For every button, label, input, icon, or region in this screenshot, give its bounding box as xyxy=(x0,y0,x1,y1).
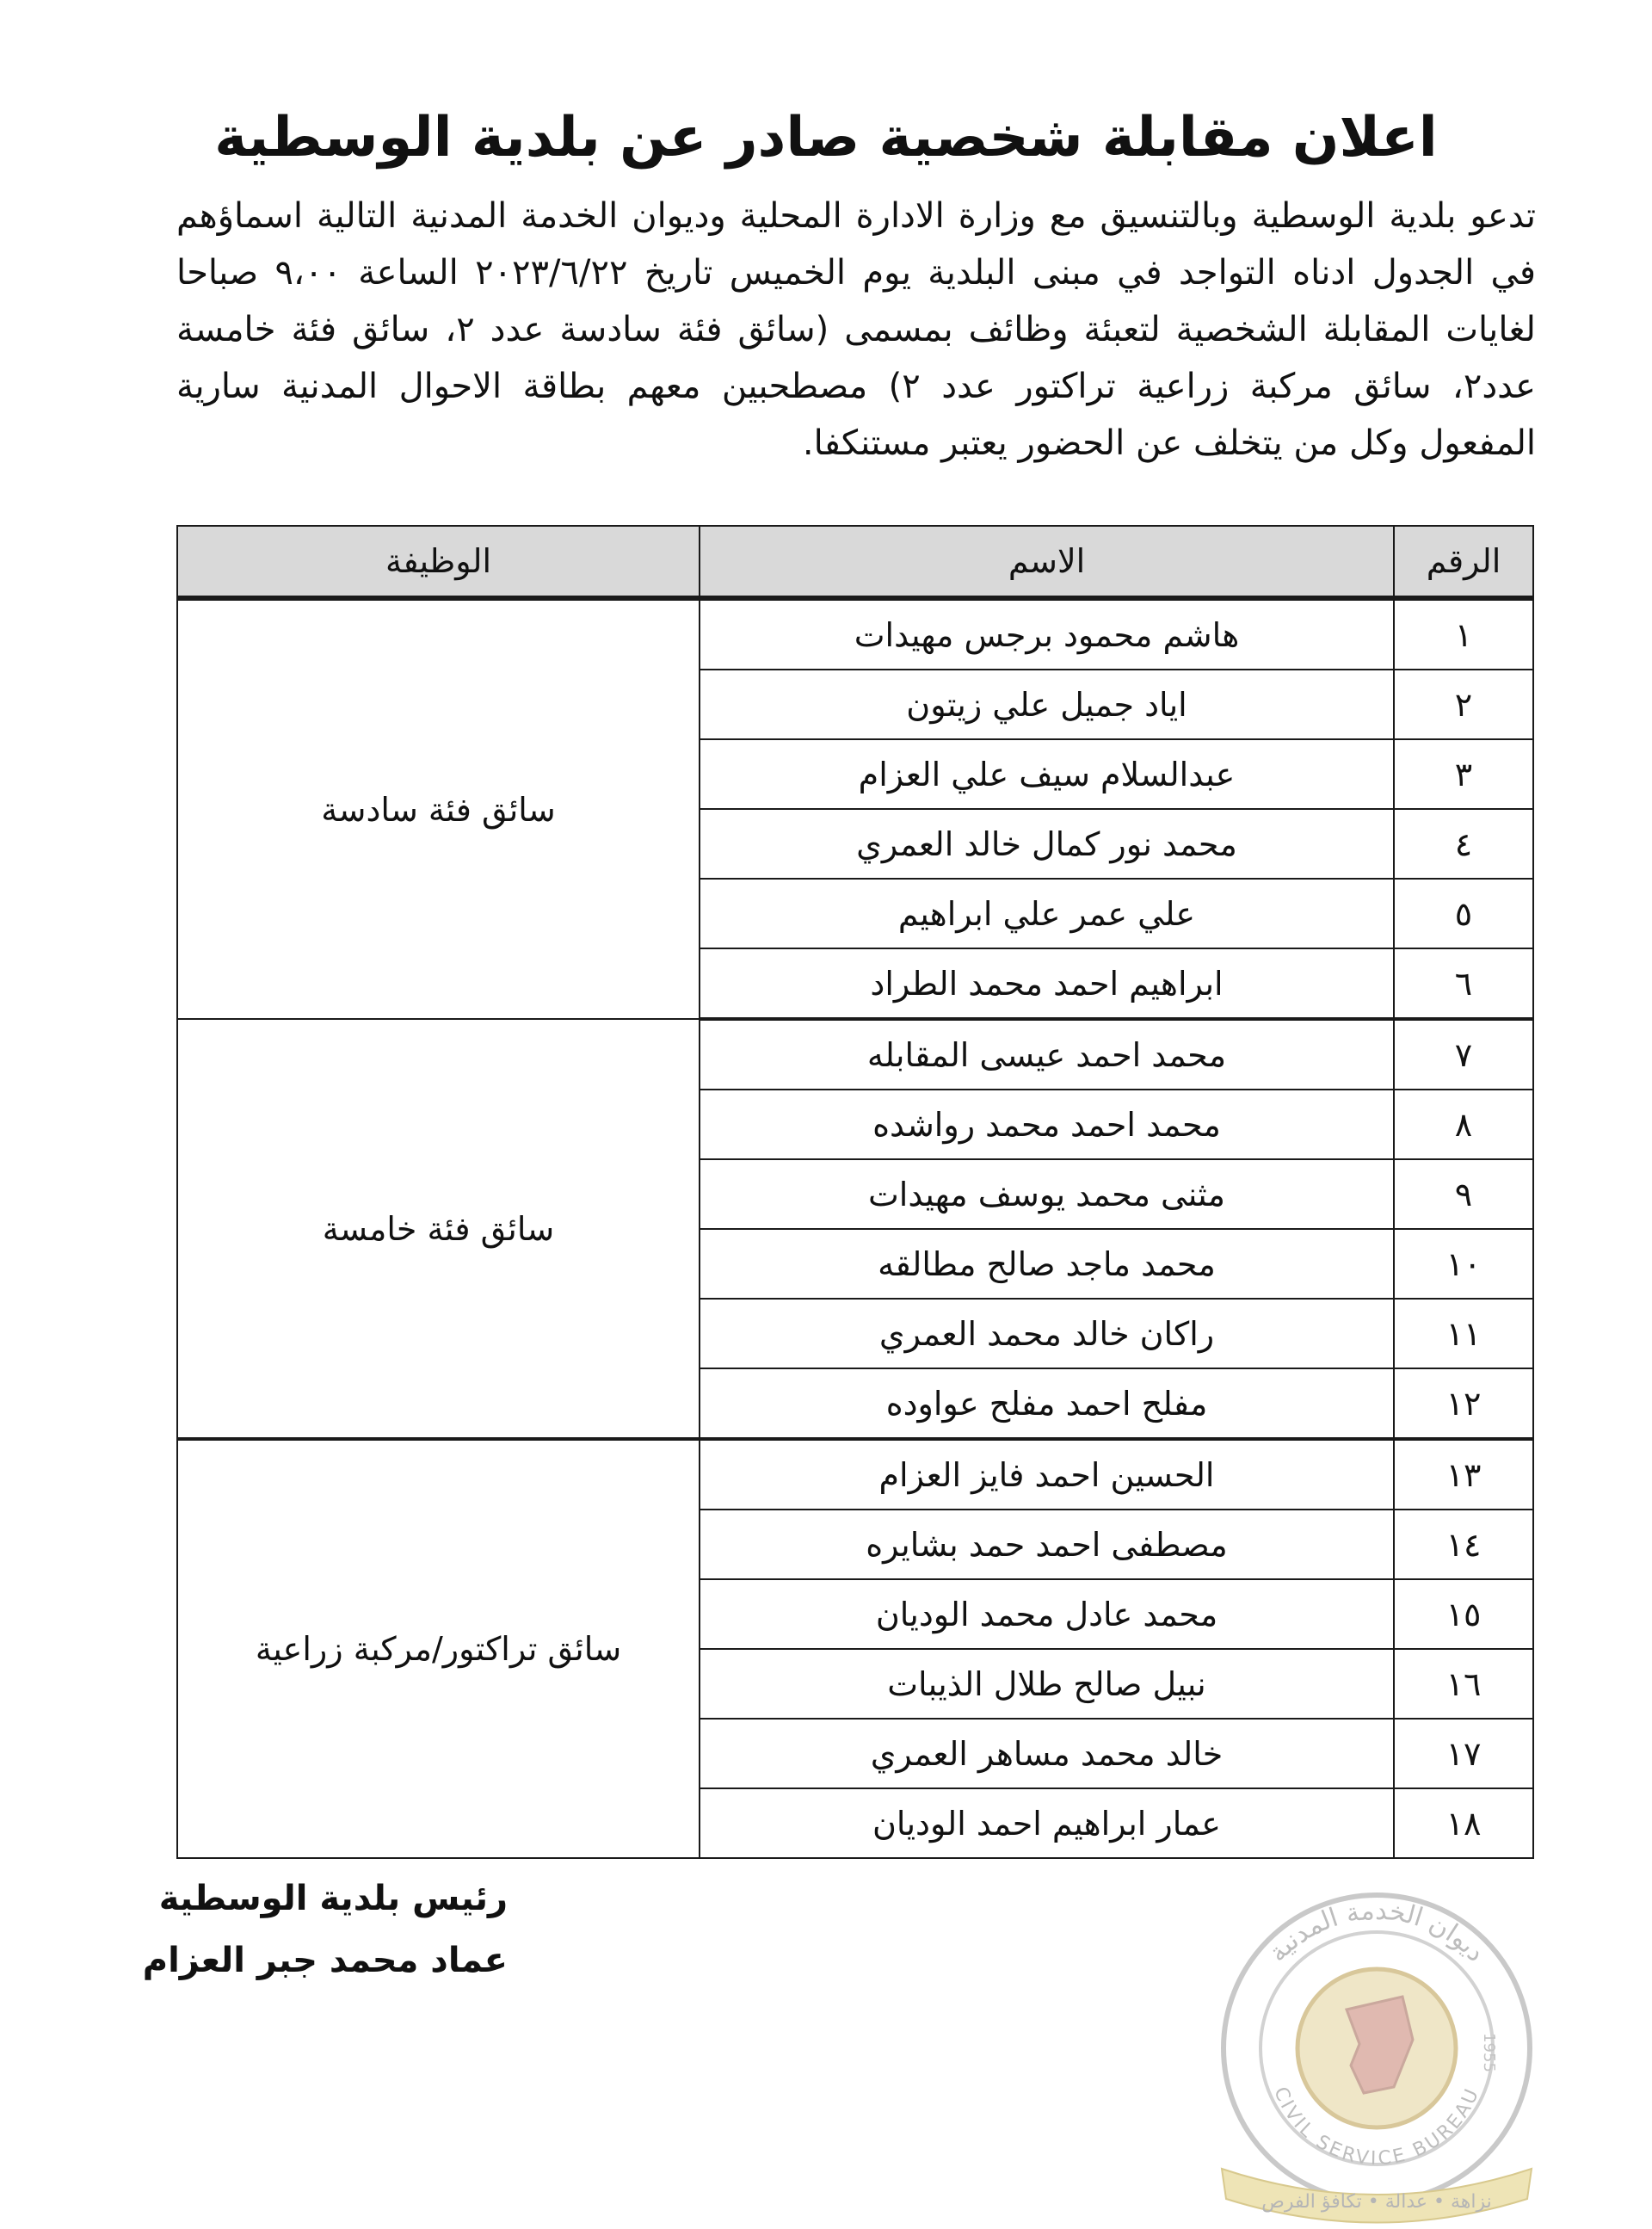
row-number: ١٣ xyxy=(1394,1439,1533,1510)
row-number: ٦ xyxy=(1394,948,1533,1019)
signature-name: عماد محمد جبر العزام xyxy=(142,1941,508,1980)
row-number: ١٠ xyxy=(1394,1229,1533,1299)
row-name: مصطفى احمد حمد بشايره xyxy=(700,1510,1394,1579)
row-name: مثنى محمد يوسف مهيدات xyxy=(700,1159,1394,1229)
row-name: عمار ابراهيم احمد الوديان xyxy=(700,1788,1394,1858)
header-job: الوظيفة xyxy=(177,526,700,598)
row-name: محمد احمد عيسى المقابله xyxy=(700,1019,1394,1090)
seal-arabic-name: ديوان الخدمة المدنية xyxy=(1262,1895,1491,1968)
row-number: ١٨ xyxy=(1394,1788,1533,1858)
row-name: نبيل صالح طلال الذيبات xyxy=(700,1649,1394,1719)
job-group-3: سائق تراكتور/مركبة زراعية xyxy=(177,1439,700,1858)
row-number: ١٤ xyxy=(1394,1510,1533,1579)
row-name: عبدالسلام سيف علي العزام xyxy=(700,739,1394,809)
row-name: محمد احمد محمد رواشده xyxy=(700,1090,1394,1159)
row-number: ٩ xyxy=(1394,1159,1533,1229)
job-group-1: سائق فئة سادسة xyxy=(177,598,700,1019)
row-number: ١ xyxy=(1394,598,1533,670)
row-name: هاشم محمود برجس مهيدات xyxy=(700,598,1394,670)
signature-block xyxy=(143,1868,508,1991)
row-number: ١٧ xyxy=(1394,1719,1533,1788)
seal-english-name: CIVIL SERVICE BUREAU xyxy=(1269,2084,1484,2170)
row-name: اياد جميل علي زيتون xyxy=(700,670,1394,739)
seal-motto: نزاهة • عدالة • تكافؤ الفرص xyxy=(1261,2191,1492,2213)
row-number: ٧ xyxy=(1394,1019,1533,1090)
row-number: ١٥ xyxy=(1394,1579,1533,1649)
row-number: ٨ xyxy=(1394,1090,1533,1159)
announcement-paragraph: تدعو بلدية الوسطية وبالتنسيق مع وزارة الادارة المحلية وديوان الخدمة المدنية التالية اسماؤهم في الجدول ادناه التواجد في مبنى البلدية يوم الخميس تاريخ ٢٠٢٣/٦/٢٢ الساعة ٩،٠٠ صباحا لغايات المقابلة الشخصية لتعبئة وظائف بمسمى (سائق فئة سادسة عدد ٢، سائق فئة خامسة عدد٢، سائق مركبة زراعية تراكتور عدد ٢) مصطحبين معهم بطاقة الاحوال المدنية سارية المفعول وكل من يتخلف عن الحضور يعتبر مستنكفا. xyxy=(176,196,1537,463)
row-number: ٥ xyxy=(1394,879,1533,948)
row-name: محمد ماجد صالح مطالقه xyxy=(700,1229,1394,1299)
row-name: علي عمر علي ابراهيم xyxy=(700,879,1394,948)
row-name: راكان خالد محمد العمري xyxy=(700,1299,1394,1368)
header-name: الاسم xyxy=(700,526,1394,598)
table-row xyxy=(177,1019,1533,1090)
table-row xyxy=(177,1439,1533,1510)
row-number: ٢ xyxy=(1394,670,1533,739)
row-name: الحسين احمد فايز العزام xyxy=(700,1439,1394,1510)
job-group-2: سائق فئة خامسة xyxy=(177,1019,700,1439)
row-number: ١٢ xyxy=(1394,1368,1533,1439)
row-name: محمد نور كمال خالد العمري xyxy=(700,809,1394,879)
row-number: ٤ xyxy=(1394,809,1533,879)
signature-title: رئيس بلدية الوسطية xyxy=(158,1879,508,1918)
table-row xyxy=(177,598,1533,670)
row-number: ٣ xyxy=(1394,739,1533,809)
row-name: مفلح احمد مفلح عواوده xyxy=(700,1368,1394,1439)
row-number: ١٦ xyxy=(1394,1649,1533,1719)
row-number: ١١ xyxy=(1394,1299,1533,1368)
candidates-table xyxy=(176,525,1534,1859)
row-name: محمد عادل محمد الوديان xyxy=(700,1579,1394,1649)
row-name: ابراهيم احمد محمد الطراد xyxy=(700,948,1394,1019)
row-name: خالد محمد مساهر العمري xyxy=(700,1719,1394,1788)
header-number: الرقم xyxy=(1394,526,1533,598)
seal-year: 1955 xyxy=(1480,2033,1498,2072)
page-title: اعلان مقابلة شخصية صادر عن بلدية الوسطية xyxy=(214,106,1438,170)
table-header-row xyxy=(177,526,1533,598)
civil-service-bureau-seal xyxy=(1187,1868,1566,2229)
